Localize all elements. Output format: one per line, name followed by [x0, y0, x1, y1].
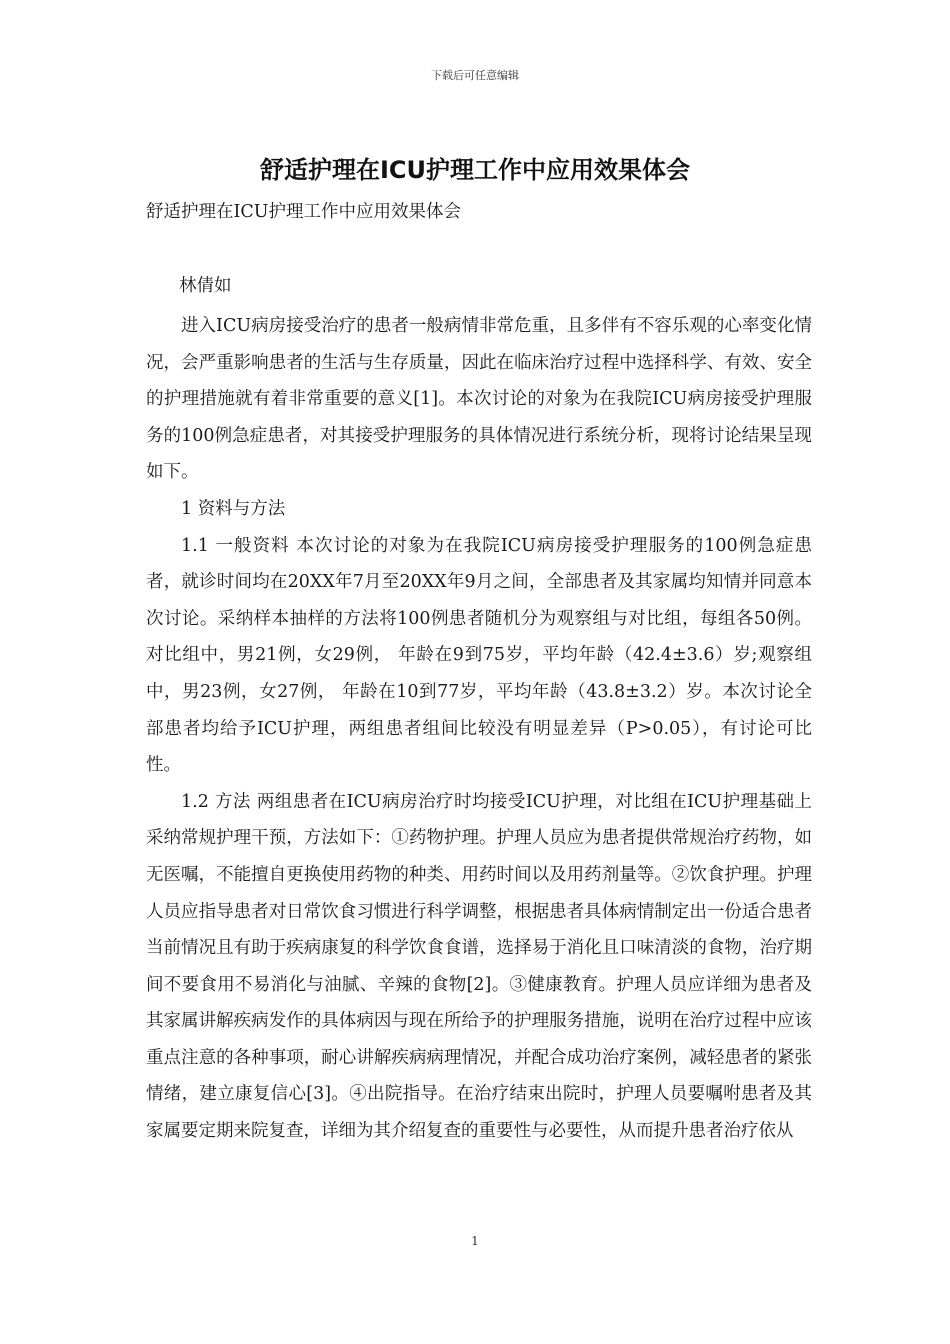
document-title: 舒适护理在ICU护理工作中应用效果体会: [259, 156, 691, 184]
document-subtitle: 舒适护理在ICU护理工作中应用效果体会: [146, 202, 462, 222]
section-heading-materials-methods: 1 资料与方法: [181, 498, 286, 519]
author-name: 林倩如: [179, 276, 232, 296]
header-note: 下载后可任意编辑: [431, 69, 519, 82]
body-text: [146, 308, 812, 1150]
paragraph-general-data: 1.1 一般资料 本次讨论的对象为在我院ICU病房接受护理服务的100例急症患者，就诊时间均在20XX年7月至20XX年9月之间，全部患者及其家属均知情并同意本次讨论。采纳样本抽样的方法将100例患者随机分为观察组与对比组，每组各50例。对比组中，男21例，女29例， 年龄在9到75岁，平均年龄（42.4±3.6）岁;观察组中，男23例，女27例， 年龄在10到77岁，平均年龄（43.8±3.2）岁。本次讨论全部患者均给予ICU护理，两组患者组间比较没有明显差异（P>0.05），有讨论可比性。: [146, 535, 812, 776]
paragraph-methods: 1.2 方法 两组患者在ICU病房治疗时均接受ICU护理，对比组在ICU护理基础上采纳常规护理干预，方法如下：①药物护理。护理人员应为患者提供常规治疗药物，如无医嘱，不能擅自更换使用药物的种类、用药时间以及用药剂量等。②饮食护理。护理人员应指导患者对日常饮食习惯进行科学调整，根据患者具体病情制定出一份适合患者当前情况且有助于疾病康复的科学饮食食谱，选择易于消化且口味清淡的食物，治疗期间不要食用不易消化与油腻、辛辣的食物[2]。③健康教育。护理人员应详细为患者及其家属讲解疾病发作的具体病因与现在所给予的护理服务措施，说明在治疗过程中应该重点注意的各种事项，耐心讲解疾病病理情况，并配合成功治疗案例，减轻患者的紧张情绪，建立康复信心[3]。④出院指导。在治疗结束出院时，护理人员要嘱咐患者及其家属要定期来院复查，详细为其介绍复查的重要性与必要性，从而提升患者治疗依从: [146, 791, 812, 1142]
page-number: 1: [471, 1234, 479, 1248]
paragraph-intro: 进入ICU病房接受治疗的患者一般病情非常危重，且多伴有不容乐观的心率变化情况，会严重影响患者的生活与生存质量，因此在临床治疗过程中选择科学、有效、安全的护理措施就有着非常重要的意义[1]。本次讨论的对象为在我院ICU病房接受护理服务的100例急症患者，对其接受护理服务的具体情况进行系统分析，现将讨论结果呈现如下。: [146, 316, 812, 483]
